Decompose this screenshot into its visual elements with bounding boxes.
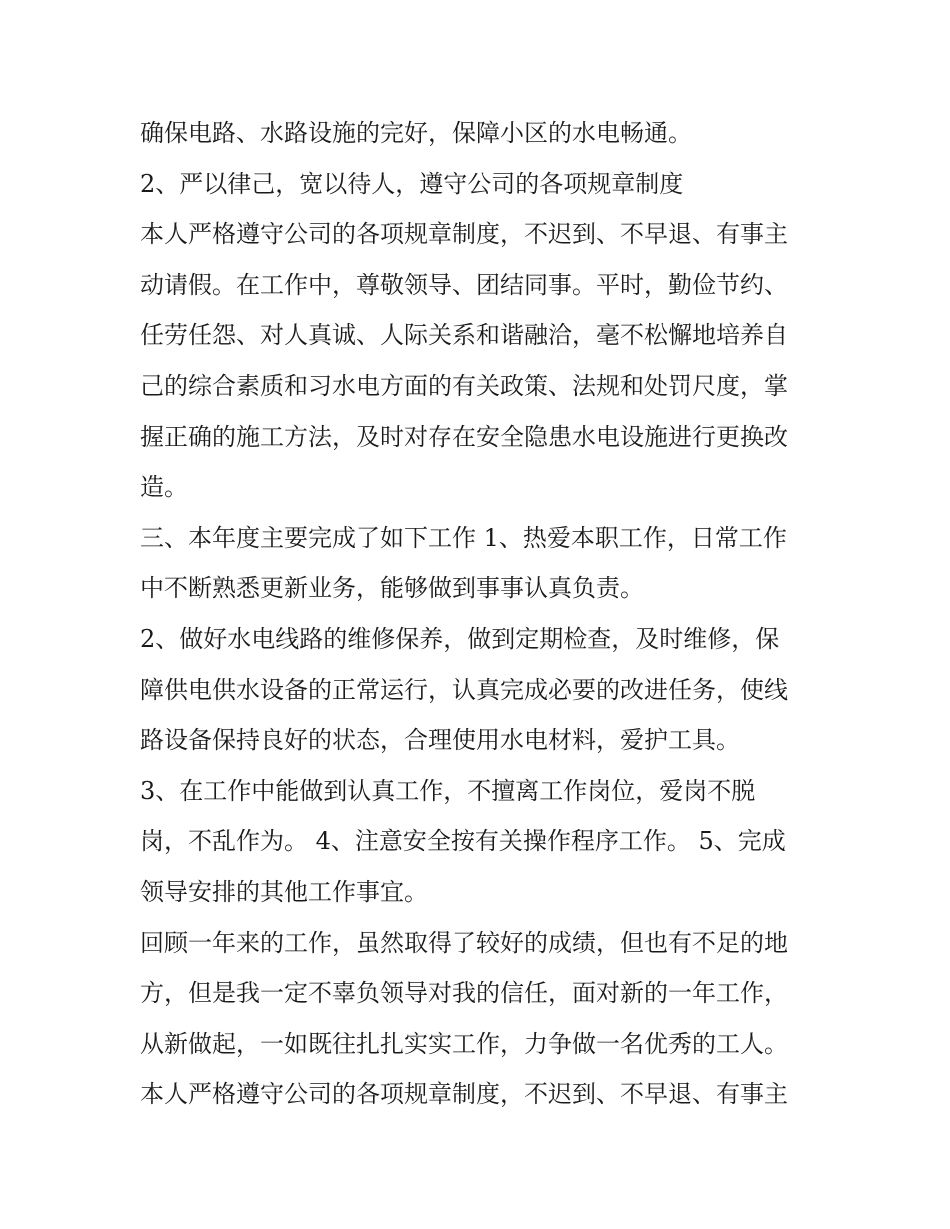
text-line: 3、在工作中能做到认真工作，不擅离工作岗位，爱岗不脱 bbox=[140, 776, 756, 805]
text-line: 握正确的施工方法，及时对存在安全隐患水电设施进行更换改 bbox=[140, 422, 788, 451]
text-line: 任劳任怨、对人真诚、人际关系和谐融洽，毫不松懈地培养自 bbox=[140, 321, 788, 350]
text-line: 2、严以律己，宽以待人，遵守公司的各项规章制度 bbox=[140, 169, 684, 198]
text-line: 障供电供水设备的正常运行，认真完成必要的改进任务，使线 bbox=[140, 675, 788, 704]
text-line: 动请假。在工作中，尊敬领导、团结同事。平时，勤俭节约、 bbox=[140, 270, 788, 299]
text-line: 回顾一年来的工作，虽然取得了较好的成绩，但也有不足的地 bbox=[140, 928, 788, 957]
text-line: 路设备保持良好的状态，合理使用水电材料，爱护工具。 bbox=[140, 726, 740, 755]
document-body bbox=[140, 108, 820, 1120]
text-line: 从新做起，一如既往扎扎实实工作，力争做一名优秀的工人。 bbox=[140, 1029, 788, 1058]
text-line: 方，但是我一定不辜负领导对我的信任，面对新的一年工作， bbox=[140, 979, 788, 1008]
text-line: 本人严格遵守公司的各项规章制度，不迟到、不早退、有事主 bbox=[140, 220, 788, 249]
text-line: 中不断熟悉更新业务，能够做到事事认真负责。 bbox=[140, 574, 644, 603]
text-line: 领导安排的其他工作事宜。 bbox=[140, 877, 428, 906]
text-line: 造。 bbox=[140, 473, 188, 502]
text-line: 确保电路、水路设施的完好，保障小区的水电畅通。 bbox=[140, 119, 692, 147]
text-line: 本人严格遵守公司的各项规章制度，不迟到、不早退、有事主 bbox=[140, 1080, 788, 1109]
text-line: 己的综合素质和习水电方面的有关政策、法规和处罚尺度，掌 bbox=[140, 371, 788, 400]
text-line: 三、本年度主要完成了如下工作 1、热爱本职工作，日常工作 bbox=[140, 523, 787, 552]
text-line: 岗，不乱作为。 4、注意安全按有关操作程序工作。 5、完成 bbox=[140, 827, 786, 856]
text-line: 2、做好水电线路的维修保养，做到定期检查，及时维修，保 bbox=[140, 624, 780, 653]
